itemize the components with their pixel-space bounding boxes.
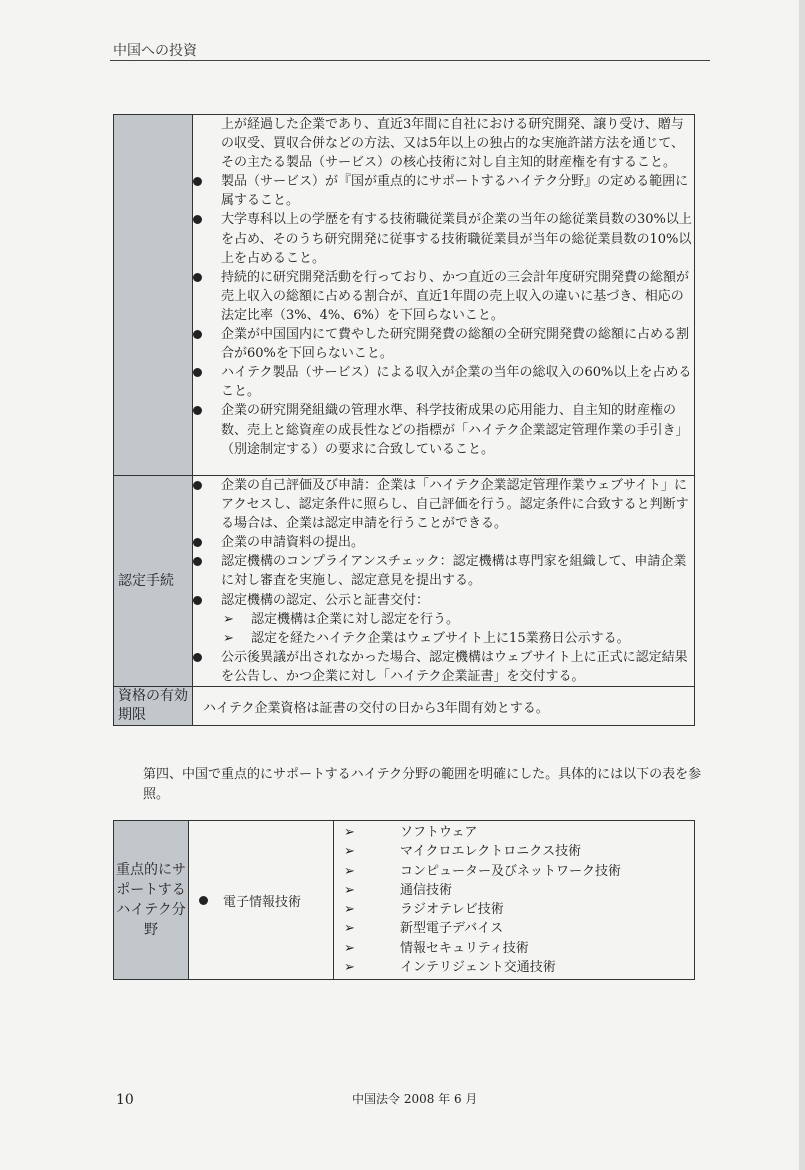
table-row bbox=[114, 821, 695, 980]
validity-cell: ハイテク企業資格は証書の交付の日から3年間有効とする。 bbox=[193, 687, 695, 726]
requirements-table bbox=[113, 114, 695, 726]
bullet-icon bbox=[193, 596, 202, 605]
bullet-item: 認定機構の認定、公示と証書交付： bbox=[193, 591, 694, 610]
bullet-icon bbox=[193, 406, 202, 415]
sub-item: ➢ 認定を経たハイテク企業はウェブサイト上に15業務日公示する。 bbox=[193, 629, 694, 648]
bullet-item: 企業が中国国内にて費やした研究開発費の総額の全研究開発費の総額に占める割合が60%を下回らないこと。 bbox=[193, 325, 694, 363]
arrow-bullet-icon: ➢ bbox=[344, 960, 355, 976]
tech-item: ➢ インテリジェント交通技術 bbox=[334, 958, 694, 977]
table-row-procedure bbox=[114, 476, 695, 687]
bullet-icon bbox=[193, 330, 202, 339]
arrow-bullet-icon: ➢ bbox=[223, 611, 234, 627]
sub-item: ➢ 認定機構は企業に対し認定を行う。 bbox=[193, 610, 694, 629]
row-label-fields: 重点的にサポートするハイテク分野 bbox=[114, 821, 189, 980]
bullet-item: 企業の申請資料の提出。 bbox=[193, 533, 694, 552]
header-rule bbox=[110, 60, 710, 61]
tech-item: ➢ 情報セキュリティ技術 bbox=[334, 939, 694, 958]
tech-item: ➢ コンピューター及びネットワーク技術 bbox=[334, 862, 694, 881]
bullet-icon bbox=[193, 481, 202, 490]
running-header: 中国への投資 bbox=[113, 43, 197, 59]
bullet-item: 認定機構のコンプライアンスチェック：認定機構は専門家を組織して、申請企業に対し審査を実施し、認定意見を提出する。 bbox=[193, 552, 694, 590]
page-number: 10 bbox=[116, 1092, 134, 1108]
bullet-icon bbox=[193, 368, 202, 377]
row-label-procedure: 認定手続 bbox=[114, 476, 193, 687]
requirements-cell bbox=[193, 115, 695, 476]
arrow-bullet-icon: ➢ bbox=[344, 825, 355, 840]
tech-item: ➢ 通信技術 bbox=[334, 881, 694, 900]
tech-item: ➢ 新型電子デバイス bbox=[334, 919, 694, 938]
page-edge bbox=[799, 0, 805, 1170]
arrow-bullet-icon: ➢ bbox=[344, 921, 355, 937]
bullet-icon bbox=[193, 557, 202, 566]
body-paragraph: 第四、中国で重点的にサポートするハイテク分野の範囲を明確にした。具体的には以下の表を参照。 bbox=[143, 767, 702, 802]
arrow-bullet-icon: ➢ bbox=[344, 902, 355, 918]
arrow-bullet-icon: ➢ bbox=[344, 940, 355, 956]
tech-item: ➢ ソフトウェア bbox=[334, 823, 694, 842]
bullet-item: 企業の研究開発組織の管理水準、科学技術成果の応用能力、自主知的財産権の数、売上と総資産の成長性などの指標が「ハイテク企業認定管理作業の手引き」（別途制定する）の要求に合致していること。 bbox=[193, 401, 694, 458]
bullet-item: 持続的に研究開発活動を行っており、かつ直近の三会計年度研究開発費の総額が売上収入の総額に占める割合が、直近1年間の売上収入の違いに基づき、相応の法定比率（3%、4%、6%）を下回らないこと。 bbox=[193, 268, 694, 325]
bullet-icon bbox=[193, 215, 202, 224]
bullet-icon bbox=[193, 538, 202, 547]
bullet-item: ハイテク製品（サービス）による収入が企業の当年の総収入の60%以上を占めること。 bbox=[193, 363, 694, 401]
tech-list-cell bbox=[334, 821, 695, 980]
bullet-item: 企業の自己評価及び申請：企業は「ハイテク企業認定管理作業ウェブサイト」にアクセスし、認定条件に照らし、自己評価を行う。認定条件に合致すると判断する場合は、企業は認定申請を行うことができる。 bbox=[193, 476, 694, 533]
bullet-icon bbox=[199, 896, 208, 905]
bullet-icon bbox=[193, 177, 202, 186]
hightech-fields-table bbox=[113, 820, 695, 980]
arrow-bullet-icon: ➢ bbox=[344, 863, 355, 879]
tech-item: ➢ ラジオテレビ技術 bbox=[334, 900, 694, 919]
bullet-item: 公示後異議が出されなかった場合、認定機構はウェブサイト上に正式に認定結果を公告し、かつ企業に対し「ハイテク企業証書」を交付する。 bbox=[193, 648, 694, 686]
bullet-item: 製品（サービス）が『国が重点的にサポートするハイテク分野』の定める範囲に属すること。 bbox=[193, 172, 694, 210]
arrow-bullet-icon: ➢ bbox=[223, 630, 234, 646]
arrow-bullet-icon: ➢ bbox=[344, 844, 355, 860]
field-name: 電子情報技術 bbox=[223, 894, 302, 910]
row-label-validity: 資格の有効期限 bbox=[114, 687, 193, 726]
tech-item: ➢ マイクロエレクトロニクス技術 bbox=[334, 842, 694, 861]
table-row-validity bbox=[114, 687, 695, 726]
row-label-empty bbox=[114, 115, 193, 476]
bullet-icon bbox=[193, 653, 202, 662]
field-cell bbox=[189, 821, 334, 980]
bullet-icon bbox=[193, 273, 202, 282]
continuation-text: 上が経過した企業であり、直近3年間に自社における研究開発、譲り受け、贈与の収受、買収合併などの方法、又は5年以上の独占的な実施許諾方法を通じて、その主たる製品（サービス）の核心技術に対し自主知的財産権を有すること。 bbox=[221, 117, 685, 171]
arrow-bullet-icon: ➢ bbox=[344, 882, 355, 898]
bullet-item: 大学専科以上の学歴を有する技術職従業員が企業の当年の総従業員数の30%以上を占め、そのうち研究開発に従事する技術職従業員が当年の総従業員数の10%以上を占めること。 bbox=[193, 210, 694, 267]
table-row-requirements bbox=[114, 115, 695, 476]
procedure-cell bbox=[193, 476, 695, 687]
publication-footer: 中国法令 2008 年 6 月 bbox=[352, 1092, 478, 1106]
